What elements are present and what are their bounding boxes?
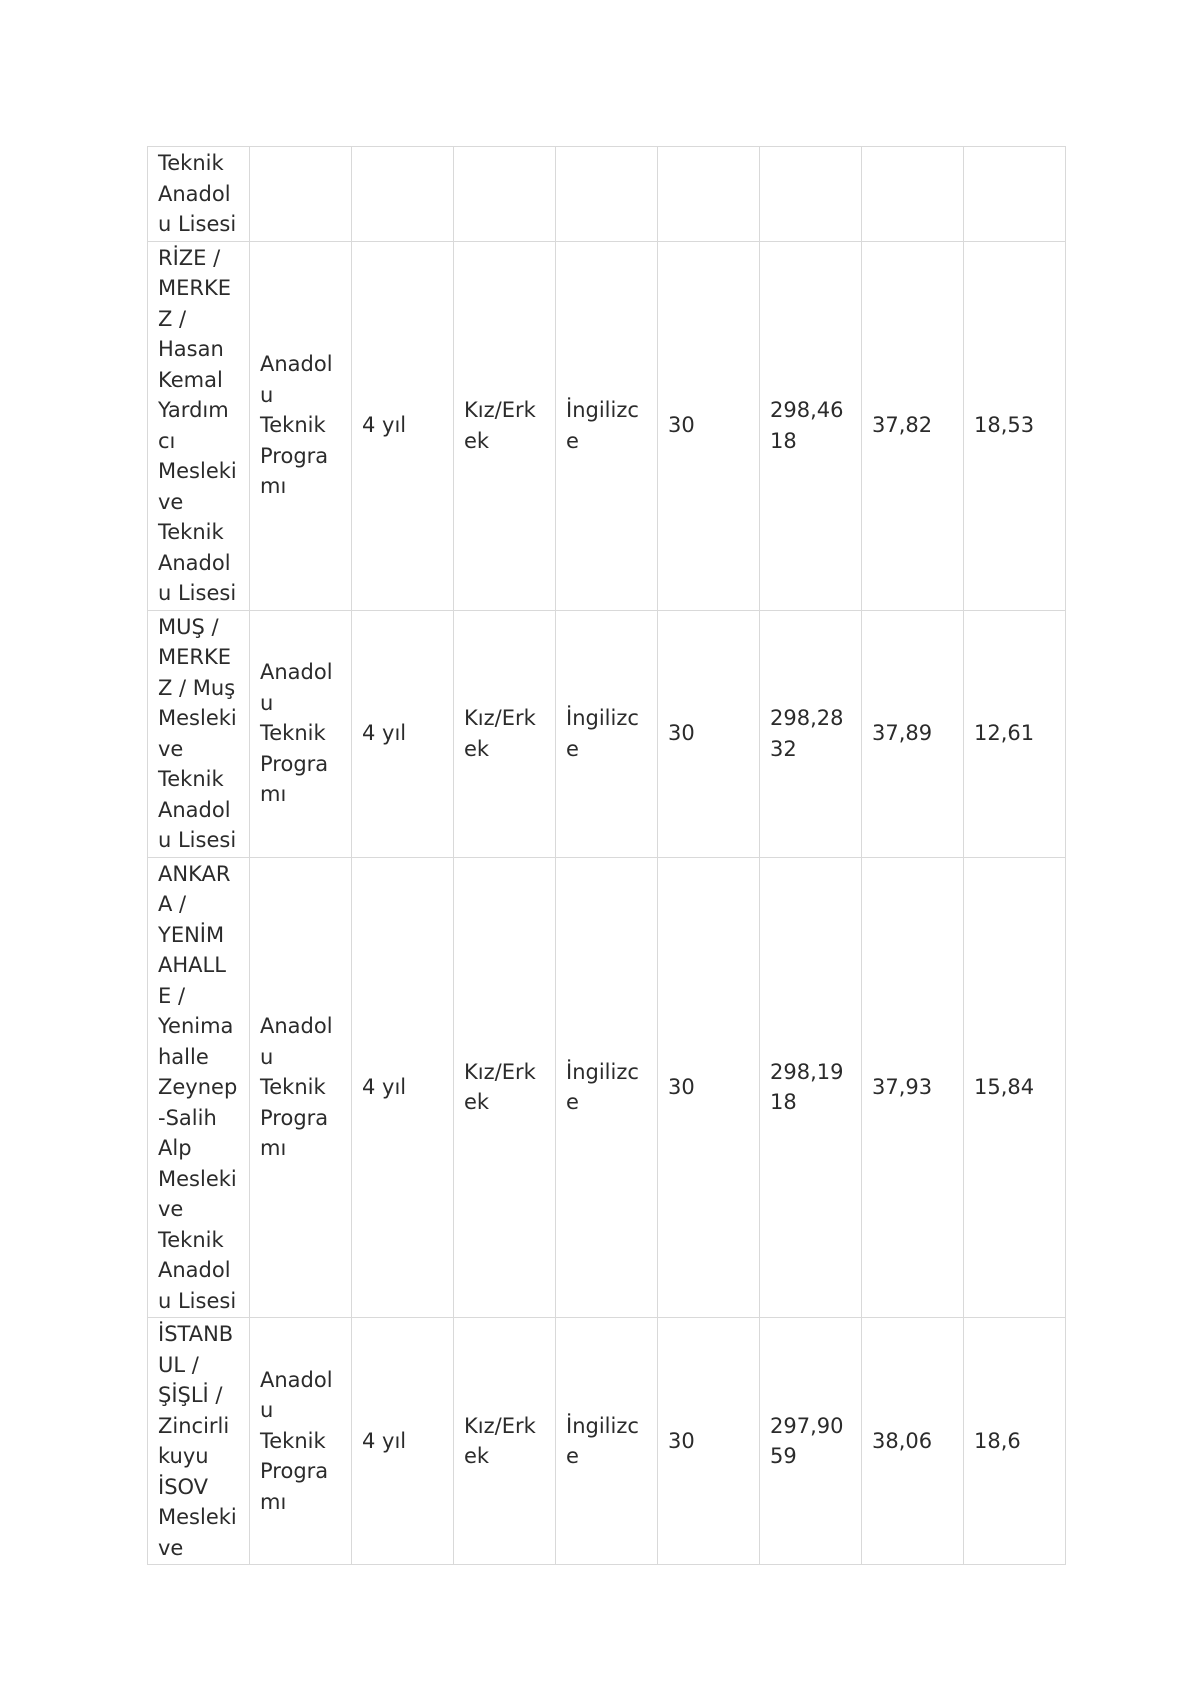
language-cell (556, 147, 658, 242)
score-cell: 298,19 18 (760, 857, 862, 1318)
language-cell: İngilizc e (556, 1318, 658, 1565)
school-cell: MUŞ / MERKE Z / Muş Mesleki ve Teknik Anadol u Lisesi (148, 610, 250, 857)
program-cell: Anadol u Teknik Progra mı (250, 1318, 352, 1565)
duration-cell (352, 147, 454, 242)
quota-cell: 30 (658, 610, 760, 857)
duration-cell: 4 yıl (352, 857, 454, 1318)
duration-cell: 4 yıl (352, 241, 454, 610)
quota-cell: 30 (658, 1318, 760, 1565)
table-row (148, 610, 1066, 857)
gender-cell: Kız/Erk ek (454, 610, 556, 857)
gender-cell: Kız/Erk ek (454, 857, 556, 1318)
quota-cell: 30 (658, 857, 760, 1318)
score-cell: 297,90 59 (760, 1318, 862, 1565)
duration-cell: 4 yıl (352, 1318, 454, 1565)
percentile-cell: 37,82 (862, 241, 964, 610)
score-cell (760, 147, 862, 242)
program-cell: Anadol u Teknik Progra mı (250, 241, 352, 610)
fill-rate-cell: 18,53 (964, 241, 1066, 610)
language-cell: İngilizc e (556, 610, 658, 857)
gender-cell: Kız/Erk ek (454, 1318, 556, 1565)
language-cell: İngilizc e (556, 857, 658, 1318)
duration-cell: 4 yıl (352, 610, 454, 857)
school-cell: RİZE / MERKE Z / Hasan Kemal Yardım cı Mesleki ve Teknik Anadol u Lisesi (148, 241, 250, 610)
fill-rate-cell: 15,84 (964, 857, 1066, 1318)
fill-rate-cell: 18,6 (964, 1318, 1066, 1565)
score-cell: 298,28 32 (760, 610, 862, 857)
fill-rate-cell: 12,61 (964, 610, 1066, 857)
program-cell (250, 147, 352, 242)
percentile-cell: 37,89 (862, 610, 964, 857)
language-cell: İngilizc e (556, 241, 658, 610)
table-row (148, 857, 1066, 1318)
score-cell: 298,46 18 (760, 241, 862, 610)
fill-rate-cell (964, 147, 1066, 242)
gender-cell: Kız/Erk ek (454, 241, 556, 610)
program-cell: Anadol u Teknik Progra mı (250, 610, 352, 857)
school-ranking-table (147, 146, 1066, 1565)
percentile-cell: 38,06 (862, 1318, 964, 1565)
quota-cell (658, 147, 760, 242)
gender-cell (454, 147, 556, 242)
program-cell: Anadol u Teknik Progra mı (250, 857, 352, 1318)
percentile-cell: 37,93 (862, 857, 964, 1318)
school-cell: Teknik Anadol u Lisesi (148, 147, 250, 242)
table-row (148, 241, 1066, 610)
table-row (148, 147, 1066, 242)
table-row (148, 1318, 1066, 1565)
school-cell: İSTANB UL / ŞİŞLİ / Zincirli kuyu İSOV Mesleki ve (148, 1318, 250, 1565)
quota-cell: 30 (658, 241, 760, 610)
school-cell: ANKAR A / YENİM AHALL E / Yenima halle Zeynep -Salih Alp Mesleki ve Teknik Anadol u Lisesi (148, 857, 250, 1318)
percentile-cell (862, 147, 964, 242)
